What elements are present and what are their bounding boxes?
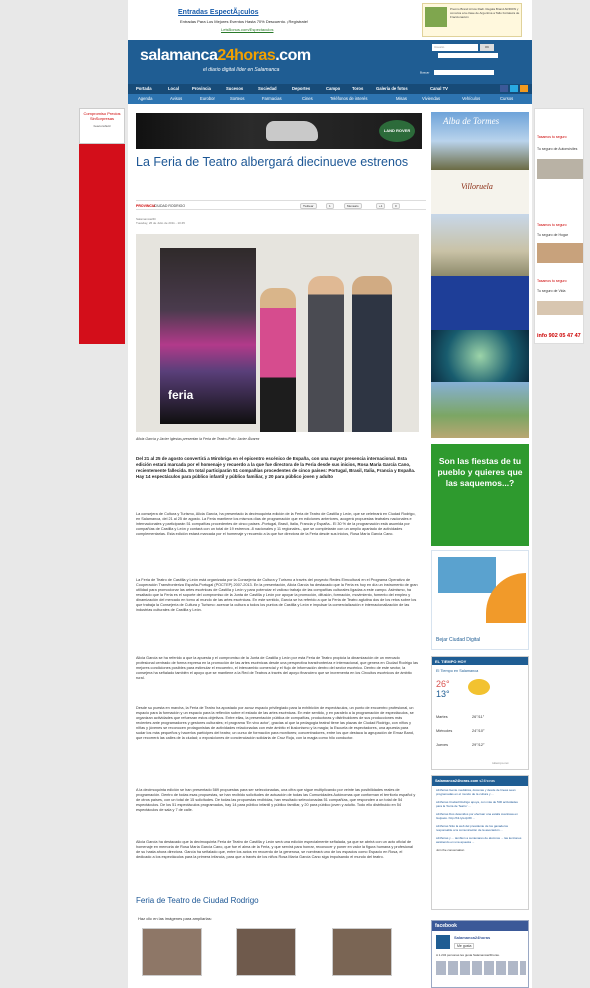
nav-secondary [128,94,532,104]
nav2-item-farmacias[interactable]: Farmacias [262,96,282,101]
gplus-button[interactable]: +1 [376,203,385,209]
right-ad-text-2: Tu seguro de Automóviles [537,147,578,151]
poster: feria [160,248,256,424]
villoruela-banner[interactable]: Villoruela [431,170,529,214]
gplus-count: 0 [392,203,400,209]
alba-de-tormes-banner[interactable]: Alba de Tormes [431,112,529,170]
gallery-thumb[interactable] [142,928,202,976]
twitter-share-button[interactable]: Twittear [300,203,317,209]
page-avatar [436,935,450,949]
top-ad-title[interactable]: Entradas EspectÃ¡culos [178,9,259,16]
weather-day: Martes [436,715,448,719]
blue-promo-banner[interactable] [431,276,529,330]
weather-min: 13° [436,689,450,699]
person-1 [260,288,296,432]
right-ad-image-3 [537,301,583,315]
paragraph: A la decimoquinta edición se han presentado 589 propuestas para ser seleccionadas, una cifra que sigue multiplicando por veinte las posibilidades reales de programación. Dentro de todas esas propuestas, se han recibido solicitudes de actuación de todas las Comunidades Autónomas que conforman el territorio español y de otros países, con un total de 15 solicitudes. De todas las propuestas recibidas, han resultado seleccionadas 51 compañías, que responden a un total de 54 espectáculos. De los 51 espectáculos programados, hay 14 para público infantil y público familiar, y 20 para público joven y adulto. Todo ello distribuido en 54 espectáculos de sala y 7 de calle. [136,788,416,812]
right-ad[interactable] [534,108,584,344]
nav2-item-sorteos[interactable]: Sorteos [230,96,245,101]
paragraph: La consejera de Cultura y Turismo, Alicia García, ha presentado la decimoquinta edición de la Feria de Teatro de Castilla y León, que se celebrará en Ciudad Rodrigo, en Salamanca, del 21 al 25 de agosto. La Feria mantiene los mismos días de programación que en ediciones anteriores, acogerá propuestas teatrales nacionales e internacionales y participarán 51 compañías procedentes de cinco países -Portugal, Brasil, Italia, Francia y España-. El 30 % de la programación está asumida por compañías de Castilla y León y contará con un total de 19 estrenos -8 nacionales y 11 regionales-, que se completarán con un amplio apartado de actividades complementarias. Esta edición estará marcada por el homenaje y recuerdo a la que fue directora de la Feria desde sus inicios, Rosa María García Cano. [136,512,416,536]
weather-temp: 26°/11° [472,715,485,719]
article-title: La Feria de Teatro albergará diecinueve estrenos [136,155,409,169]
paragraph: La Feria de Teatro de Castilla y León está organizada por la Consejería de Cultura y Turismo a través del proyecto Redes Eimcultural en el Programa Operativo de Cooperación Transfronteriza España-Portugal (POCTEP) 2007-2013. En la presentación, Alicia García ha destacado que la Feria es hoy en día un instrumento de gran utilidad para promocionar las artes escénicas de Castilla y León y para potenciar el valioso trabajo de las compañías culturales ligadas a este campo. Asimismo, ha resaltado que la Feria es el soporte del compromiso de la Junta de Castilla y León por apoyar la promoción, difusión, formación, movimiento, fomento del empleo y dinamización del mercado en torno al mundo de las artes escénicas. En este sentido, García se ha referido a que la Feria de Teatro aglutina dos de los retos sobre los que trabaja la Consejería de Cultura y Turismo: acercar la cultura a todos los puntos de Castilla y León e impulsar la comercialización e internacionalización de las industrias culturales de Castilla y León. [136,578,418,612]
nav-item-canal-tv[interactable]: Canal TV [430,86,448,91]
weather-source[interactable]: tutiempo.net [492,761,509,765]
nav-item-provincia[interactable]: Provincia [192,86,211,91]
right-ad-text-4: Tu seguro de Hogar [537,233,568,237]
banner-ad[interactable] [136,113,422,149]
facebook-like-button[interactable]: Me gusta [454,943,474,949]
gallery-subtitle: Haz clic en las imágenes para ampliarlas: [138,916,212,921]
town-photo-banner[interactable] [431,214,529,276]
login-button[interactable]: OK [480,44,494,51]
nav2-item-eurobor[interactable]: Eurobor [200,96,215,101]
nav-item-toros[interactable]: Toros [352,86,364,91]
facebook-widget [431,920,529,988]
gallery-title: Feria de Teatro de Ciudad Rodrigo [136,896,259,905]
nav2-item-avisos[interactable]: Avisos [170,96,183,101]
photo-caption: Alicia García y Javier Iglesias presentan la Feria de Teatro./Foto: Javier Álvarez [136,437,260,441]
nav2-item-cines[interactable]: Cines [302,96,313,101]
login-input[interactable]: Usuario [432,44,478,51]
nav-item-sucesos[interactable]: Sucesos [226,86,244,91]
nav-item-galeria[interactable]: Galería de fotos [376,86,408,91]
promo-text: Premio Brand Arrow Radi. Regala Brand ARROW y conozca a la clase de Argentina a Tallo Fortaleza de Fraccionación [450,7,520,19]
site-slogan: el diario digital líder en Salamanca [203,67,280,73]
site-logo[interactable]: salamanca24horas.com [140,47,311,64]
top-ad [128,0,532,40]
tweet-item[interactable]: s24horas Gente mediática, docenas y desde de lineas sean programadas en el mundo de la cultura y ... [436,788,516,796]
meneame-button[interactable]: Menéalo [344,203,362,209]
site-header [128,40,532,84]
page [128,0,532,988]
nav-item-local[interactable]: Local [168,86,179,91]
right-ad-text-6: Tu seguro de Vida [537,289,566,293]
paragraph: Alicia García ha destacado que la decimoquinta Feria de Teatro de Castilla y León será una edición especialmente señalada, ya que se abrirá con un acto oficial de homenaje en memoria de Rosa María García Cano, que fue el alma de la Feria, y que servirá para honrar, reconocer y poner en valor la figura humana y profesional de su hasta ahora directora. García ha señalado que, entre los actos en recuerdo de la generosa, se nombrará uno de los espacios como Espacio en Rosa, el dedicado a los espectáculos para la primera infancia, para que a través de los niños Rosa María García Cano siga impulsando el mundo del teatro. [136,840,413,859]
person-3 [352,276,392,432]
paragraph: Desde su puesta en marcha, la Feria de Teatro ha apostado por acruz espacio privilegiado para la exhibición de espectáculos, un punto de encuentro profesional, un espacio para la formación y un espacio para la reflexión sobre el estado de las artes escénicas. En este sentido, y en paralelo a la programación de espectáculos, se organizan actividades que refuerzan estos objetivos. Entre ellas, la presentación pública de compañías, productoras y distribuidores de sus producciones más recientes ante programadores y gestores culturales; el programa 'En vivo actor', gracias al que la pedagogía teatral tiene las plazas de Ciudad Rodrigo, con niños y niñas y jóvenes se reconocen protagonistas de actividades relacionadas con este ámbito el ilusionismo y la magia; la Escuela de espectadores, una apuesta para sudar los más pequeños y hacerlos partícipes del teatro; un curso de formación para monitores; concentradores, entre los que destaca la agrupación de Ernaz Band, que recorrerá las calles de la ciudad; o exposiciones de concienciación solidaria de Cruz Roja, con la magia como hilo conductor. [136,706,414,740]
nav-item-deportes[interactable]: Deportes [292,86,311,91]
search-input[interactable] [434,70,494,75]
weather-title: EL TIEMPO HOY [432,657,528,665]
tweet-item[interactable]: s24horas Ciudad Rodrigo apoya, con más de 500 actividades para la 'Feria de Teatro' ... [436,800,518,808]
cultura-banner[interactable] [431,330,529,382]
top-ad-link[interactable]: LetsBonus.com/Espectaculos [221,27,274,32]
nav2-item-agenda[interactable]: Agenda [138,96,153,101]
password-input[interactable] [438,53,498,58]
promo-image [425,7,447,27]
weather-temp: 24°/10° [472,729,485,733]
nav2-item-misas[interactable]: Misas [396,96,407,101]
twitter-widget-title: Salamanca24horas.com s24horas [432,776,528,786]
right-ad-text-3: Tasamos tu seguro [537,223,567,227]
right-ad-image-2 [537,243,583,263]
promo-box[interactable] [422,3,522,37]
twitter-widget [431,775,529,910]
facebook-title: facebook [432,921,528,931]
person-2 [308,276,344,432]
section-tag[interactable]: PROVINCIA [136,204,156,208]
article-meta-bar [136,200,426,210]
article-byline: Salamanca24h Tuesday, 26 de Julio de 2011 - 10:45 [136,217,185,225]
header-links [420,53,520,61]
tweet-item[interactable]: s24horas y ... también a centenares de alumnos ... las lecciones asistiendo en una apuesta ... [436,836,522,844]
right-ad-image-1 [537,159,583,179]
weather-day: Jueves [436,743,449,747]
tweet-item[interactable]: s24horas Sitio la web del presidente de los ganaderos responsable a la comunicación de la asociación ... [436,824,509,832]
subsection-tag[interactable]: CIUDAD RODRIGO [154,204,186,208]
facebook-likes-text: A 1.234 personas les gusta Salamanca24horas. [436,953,500,957]
gallery-thumb[interactable] [332,928,392,976]
article-lead: Del 21 al 25 de agosto convertirá a Mirobriga en el epicentro escénico de España, con una mayor presencia internacional. Esta edición estará marcada por el homenaje y recuerdo a la que fue directora de la Feria desde sus inicios, Rosa María García Cano, recientemente fallecida. En total participarán 51 compañías procedentes de cinco países: Portugal, Brasil, Italia, Francia y España. Hay 14 espectáculos para público infantil y público familiar, y 20 para público joven y adulto [136,456,416,479]
weather-widget [431,656,529,770]
nav-item-campo[interactable]: Campo [326,86,341,91]
left-ad-text: Compromiso Precios SinSorpresas [83,111,121,121]
right-ad-text-5: Tasamos tu seguro [537,279,567,283]
weather-max: 26° [436,679,450,689]
left-ad-sub: beaconsfield [93,124,111,128]
nav2-item-telefonos[interactable]: Teléfonos de interés [330,96,368,101]
gallery-thumb[interactable] [236,928,296,976]
fiestas-banner[interactable]: Son las fiestas de tu pueblo y quieres que las saquemos...? [431,444,529,546]
top-ad-text: Entradas Para Los Mejores Eventos Hasta 70% Descuento. ¡Regístrate! [180,19,309,24]
search-label: Buscar [420,70,430,75]
header-search [420,70,520,76]
ciudad-digital-banner[interactable]: Bejar Ciudad Digital [431,550,529,650]
nav-primary [128,84,532,94]
left-ad-header [79,108,125,144]
nav2-item-cursos[interactable]: Cursos [500,96,514,101]
weather-temp: 29°/12° [472,743,485,747]
rss-icon[interactable] [520,85,528,92]
nav-item-sociedad[interactable]: Sociedad [258,86,277,91]
paragraph: Alicia García se ha referido a que la apuesta y el compromiso de la Junta de Castilla y León por esta Feria de Teatro propicia la dinamización de un mercado profesional centrado de forma expresa en la promoción de las artes escénicas desde una perspectiva transfronteriza e internacional, que genera en Ciudad Rodrigo las mejores condiciones posibles para estimular el encuentro, el intercambio comercial y el flujo de información dentro del sector escénico. Dentro de este sector, la consejera ha señalado también el apoyo que se mantiene a la Red de Teatros a través del apoyo financiero que se incrementa en los Circuitos escénicos de ámbito rural. [136,656,418,680]
tweet-item[interactable]: s24horas Dos detenidos por efectuar una estafa cuantiosa en Guijuelo. http://bit.ly/eJp3D ... [436,812,518,820]
brand-logo: LAND ROVER [379,120,415,142]
left-ad[interactable] [79,108,125,344]
facebook-page-name[interactable]: Salamanca24horas [454,935,491,940]
car-image [266,121,318,141]
landscape-banner[interactable] [431,382,529,438]
right-ad-phone: info 902 05 47 47 [537,333,581,339]
nav-item-portada[interactable]: Portada [136,86,152,91]
weather-place[interactable]: El Tiempo en Salamanca [436,669,479,673]
facebook-faces [436,961,526,975]
twitter-share-count: 1 [326,203,334,209]
right-ad-text-1: Tasamos tu seguro [537,135,567,139]
weather-day: Miércoles [436,729,453,733]
article-photo[interactable] [136,234,419,432]
sun-icon [468,679,490,695]
nav2-item-viviendas[interactable]: Viviendas [422,96,441,101]
tweet-follow[interactable]: Join the conversation [436,848,465,852]
nav2-item-vehiculos[interactable]: Vehículos [462,96,481,101]
twitter-icon[interactable] [510,85,518,92]
facebook-icon[interactable] [500,85,508,92]
